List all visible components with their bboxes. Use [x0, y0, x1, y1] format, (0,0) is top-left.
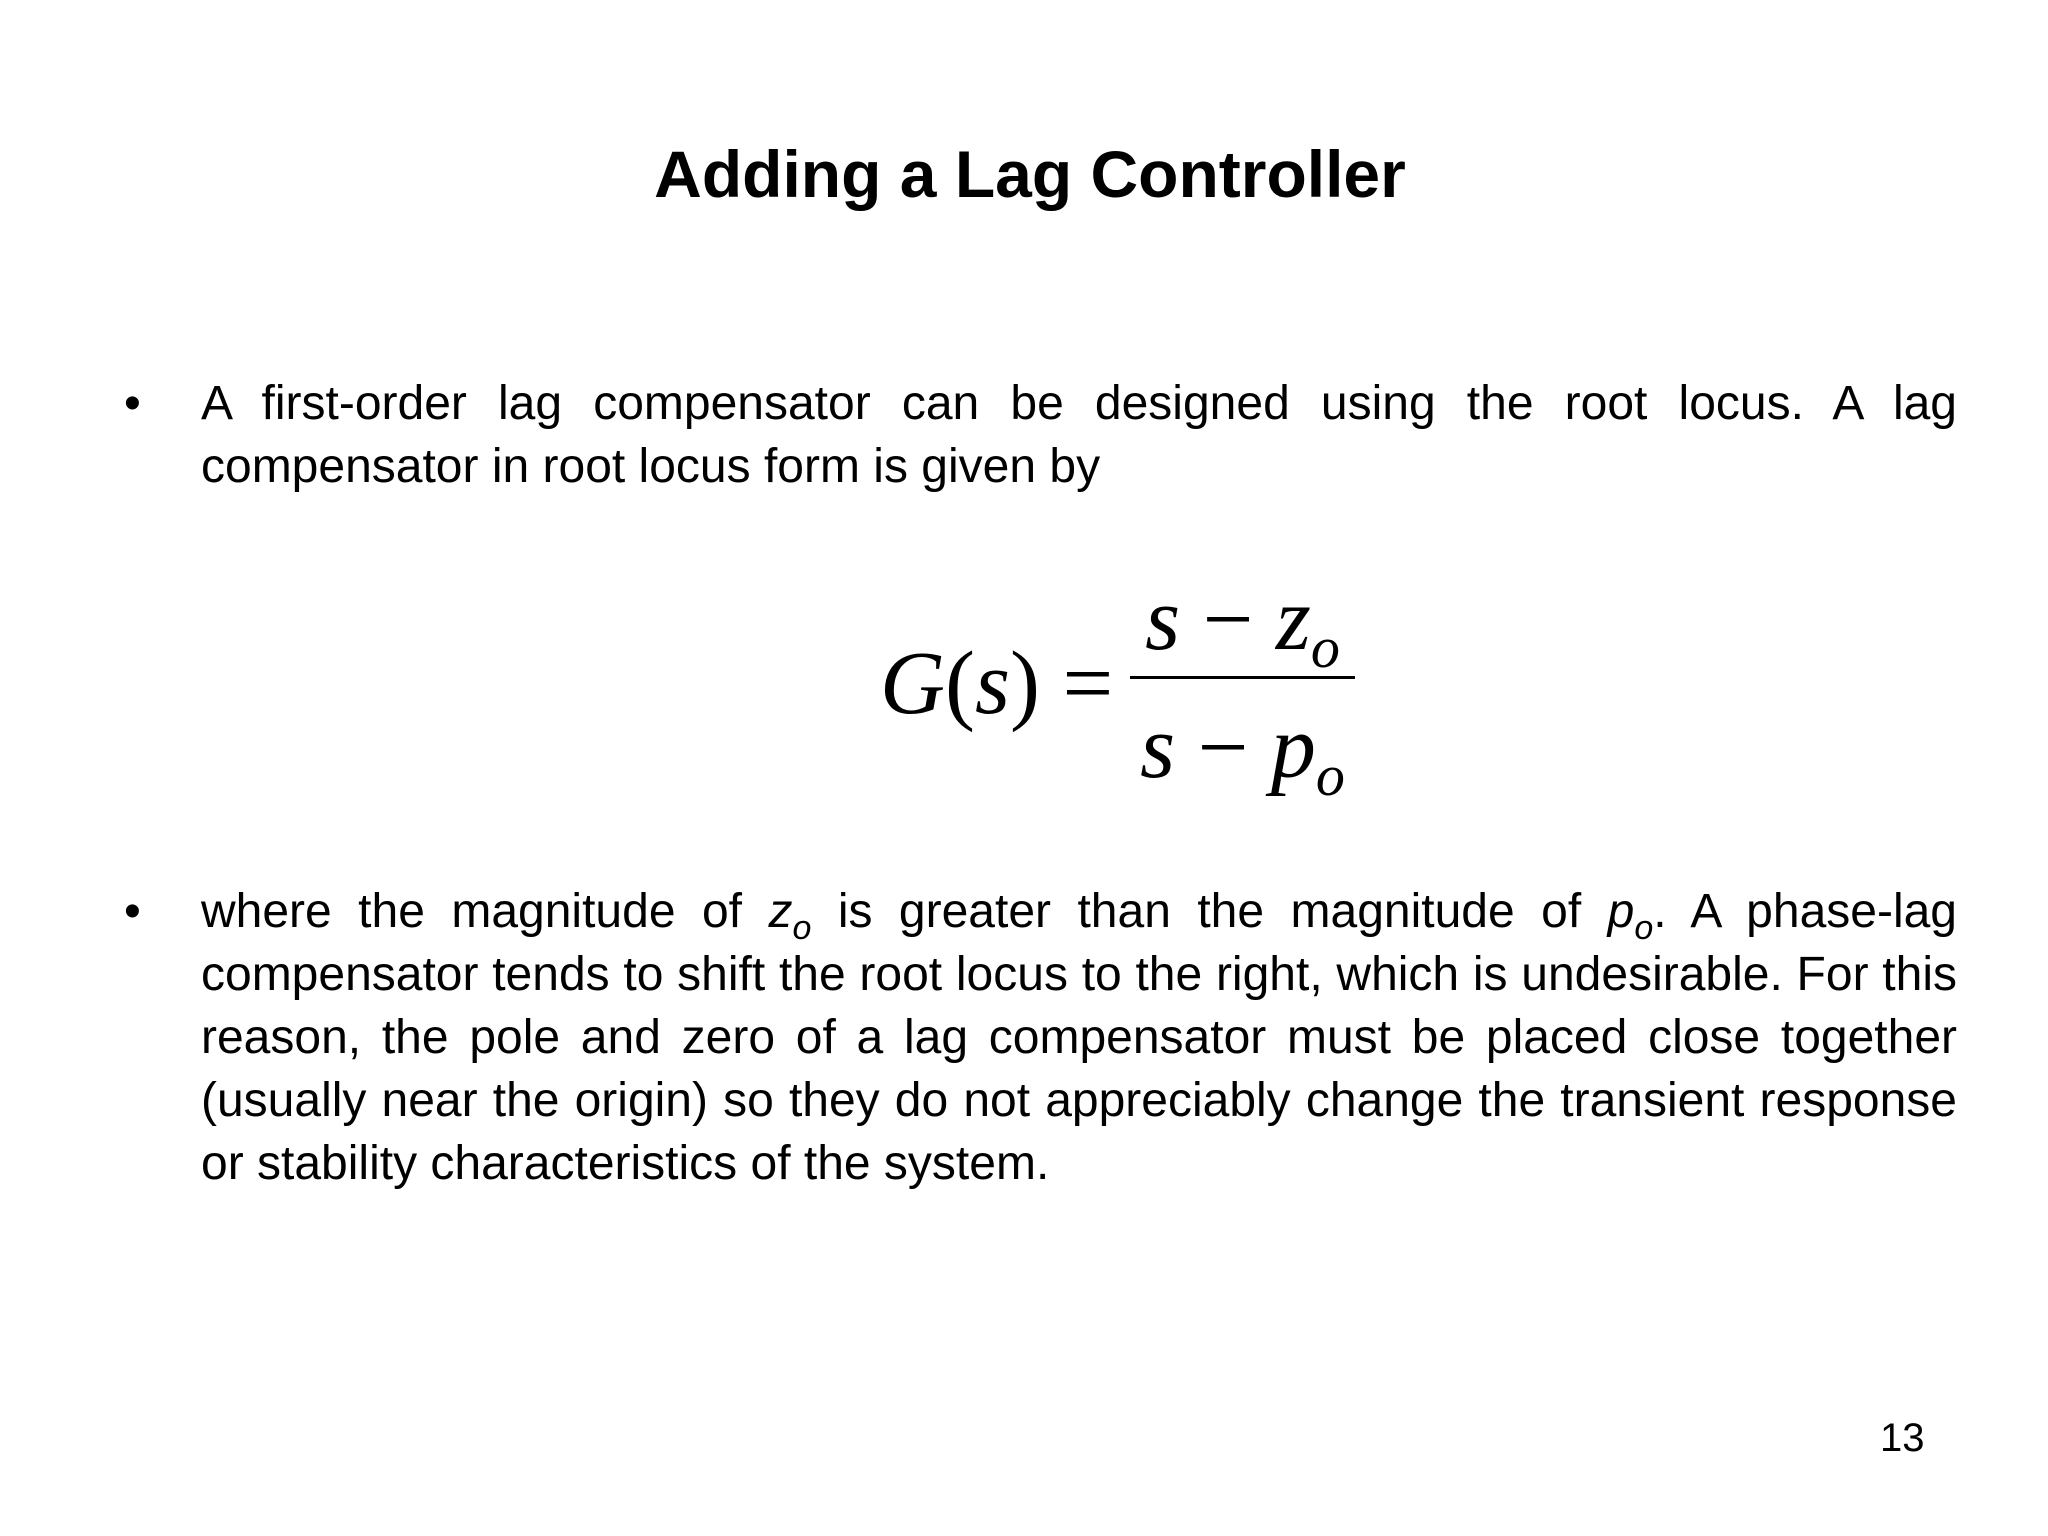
equation-open-paren: (: [945, 634, 975, 733]
paragraph-2-part-3: . A phase-lag compensator tends to shift the root locus to the right, which is undesirable. For this reason, the pole and zero of a lag compensator must be placed close together (usually near the origin) so they do not appreciably change the transient response or stability characteristics of the system.: [201, 885, 1958, 1190]
paragraph-2: [201, 880, 1957, 1195]
p-symbol: p: [1607, 885, 1635, 938]
numerator-zero-symbol: z: [1275, 570, 1311, 669]
paragraph-2-part-2: is greater than the magnitude of: [811, 885, 1608, 938]
numerator-variable: s: [1145, 570, 1181, 669]
z-symbol: z: [768, 885, 793, 938]
numerator-minus: −: [1180, 570, 1276, 669]
equation-equals-sign: =: [1062, 634, 1114, 733]
bullet-marker-2: •: [124, 885, 141, 938]
paragraph-1: A first-order lag compensator can be designed using the root locus. A lag compensator in root locus form is given by: [201, 377, 1957, 493]
equation-close-paren: ): [1010, 634, 1040, 733]
equation-lhs: [880, 634, 1113, 734]
denominator-variable: s: [1140, 698, 1176, 797]
numerator-subscript: o: [1310, 615, 1340, 680]
equation-function-name: G: [880, 634, 945, 733]
equation-numerator: [1130, 570, 1355, 680]
transfer-function-equation: [880, 570, 1360, 820]
fraction-bar: [1130, 676, 1355, 679]
paragraph-2-part-1: where the magnitude of: [201, 885, 769, 938]
page-number: 13: [1880, 1416, 1925, 1460]
denominator-subscript: o: [1315, 743, 1345, 808]
bullet-marker-1: •: [124, 377, 141, 430]
equation-denominator: [1130, 698, 1355, 808]
denominator-pole-symbol: p: [1270, 698, 1316, 797]
p-subscript: o: [1634, 909, 1654, 947]
equation-lhs-variable: s: [974, 634, 1011, 733]
denominator-minus: −: [1175, 698, 1271, 797]
slide-title: Adding a Lag Controller: [654, 137, 1406, 211]
z-subscript: o: [792, 909, 812, 947]
equation-fraction: [1130, 570, 1355, 820]
